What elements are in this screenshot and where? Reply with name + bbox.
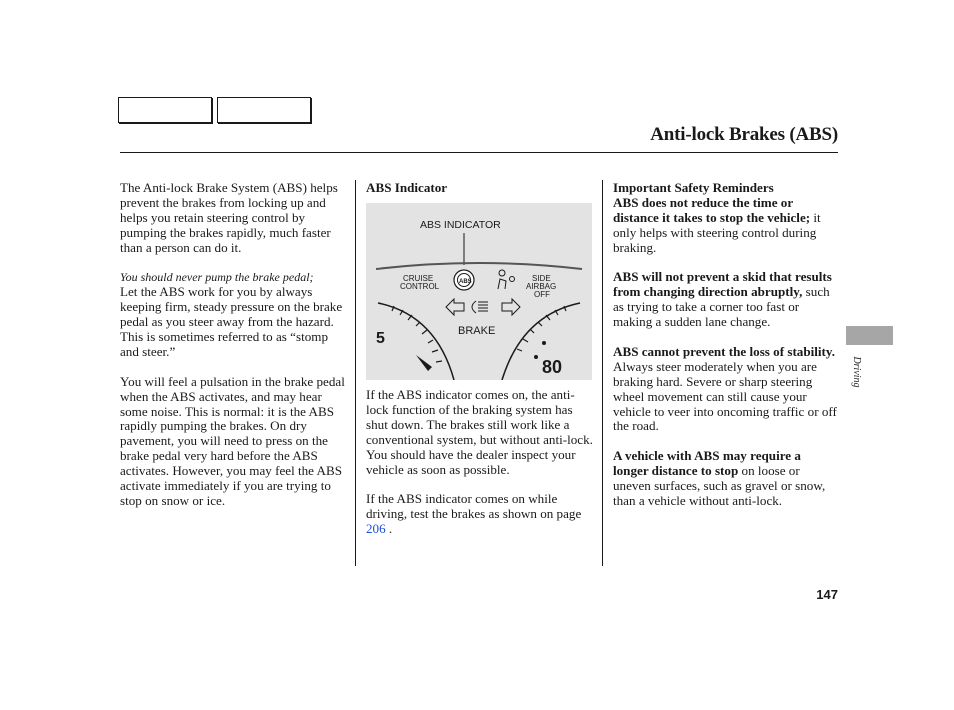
- reminder-longer-distance: [613, 449, 838, 509]
- stomp-steer-paragraph: Let the ABS work for you by always keeping firm, steady pressure on the brake pedal as you steer away from the hazard. This is sometimes referred to as “stomp and steer.”: [120, 284, 343, 359]
- reminder-3-bold: ABS cannot prevent the loss of stability.: [613, 343, 836, 359]
- abs-intro-paragraph: The Anti-lock Brake System (ABS) helps prevent the brakes from locking up and helps you retain steering control by pumping the brakes rapidly, much faster than a person can do it.: [120, 180, 338, 255]
- nav-button-next[interactable]: [217, 97, 311, 123]
- reminder-skid: [613, 270, 838, 330]
- abs-indicator-heading: ABS Indicator: [366, 180, 448, 195]
- nav-button-previous[interactable]: [118, 97, 212, 123]
- test-brakes-paragraph: [366, 492, 594, 537]
- left-gauge-digit: 5: [376, 330, 385, 347]
- column-divider-left: [355, 180, 356, 566]
- speedo-dot: [542, 341, 546, 345]
- page-206-link[interactable]: 206: [366, 521, 386, 537]
- speedo-dot: [534, 355, 538, 359]
- pulsation-paragraph: You will feel a pulsation in the brake pedal when the ABS activates, and may hear some noise. This is normal: it is the ABS rapidly pumping the brakes. On dry pavement, you will need to press on the brake pedal very hard before the ABS activates. However, you may feel the ABS activate immediately if you are trying to stop on snow or ice.: [120, 373, 345, 508]
- title-rule: [120, 152, 838, 153]
- reminder-4-bold: A vehicle with ABS may require a longer distance to stop: [613, 448, 801, 479]
- driving-section-tab[interactable]: [846, 326, 893, 345]
- driving-section-label: Driving: [851, 356, 862, 388]
- test-brakes-text: If the ABS indicator comes on while driving, test the brakes as shown on page: [366, 491, 582, 522]
- abs-shutdown-paragraph: If the ABS indicator comes on, the anti-lock function of the braking system has shut down. The brakes still work like a conventional system, but without anti-lock. You should have the dealer inspect your vehicle as soon as possible.: [366, 387, 593, 477]
- page-title: Anti-lock Brakes (ABS): [650, 124, 838, 145]
- side-airbag-line1: SIDE: [532, 274, 551, 283]
- reminder-stopping-distance: [613, 196, 838, 256]
- right-column: [613, 181, 838, 524]
- reminder-3-text: Always steer moderately when you are braking hard. Severe or sharp steering wheel movement can still cause your vehicle to veer into oncoming traffic or off the road.: [613, 358, 837, 434]
- reminder-stability: [613, 345, 838, 434]
- middle-column-body: [366, 388, 594, 552]
- middle-column: [366, 181, 594, 196]
- pump-warning-note: You should never pump the brake pedal;: [120, 270, 314, 285]
- test-brakes-period: .: [388, 521, 393, 537]
- column-divider-right: [602, 180, 603, 566]
- abs-indicator-figure: [366, 203, 592, 380]
- cruise-label-line1: CRUISE: [403, 274, 434, 283]
- reminder-2-bold: ABS will not prevent a skid that results from changing direction abruptly,: [613, 269, 832, 300]
- reminder-2-text: such as trying to take a corner too fast or making a sudden lane change.: [613, 284, 830, 330]
- abs-symbol-text: ABS: [459, 279, 472, 285]
- side-airbag-line3: OFF: [534, 290, 550, 299]
- speedo-number: 80: [542, 357, 563, 377]
- safety-reminders-heading: Important Safety Reminders: [613, 180, 774, 195]
- abs-indicator-callout: ABS INDICATOR: [420, 219, 501, 231]
- reminder-1-bold: ABS does not reduce the time or distance it takes to stop the vehicle;: [613, 194, 811, 225]
- cruise-label-line2: CONTROL: [400, 282, 440, 291]
- side-airbag-line2: AIRBAG: [526, 282, 557, 291]
- left-column: [120, 181, 348, 524]
- page-number: 147: [816, 587, 838, 602]
- reminder-4-text: on loose or uneven surfaces, such as gravel or snow, than a vehicle without anti-lock.: [613, 463, 826, 508]
- brake-label: BRAKE: [458, 325, 496, 337]
- reminder-1-text: it only helps with steering control during braking.: [613, 209, 821, 255]
